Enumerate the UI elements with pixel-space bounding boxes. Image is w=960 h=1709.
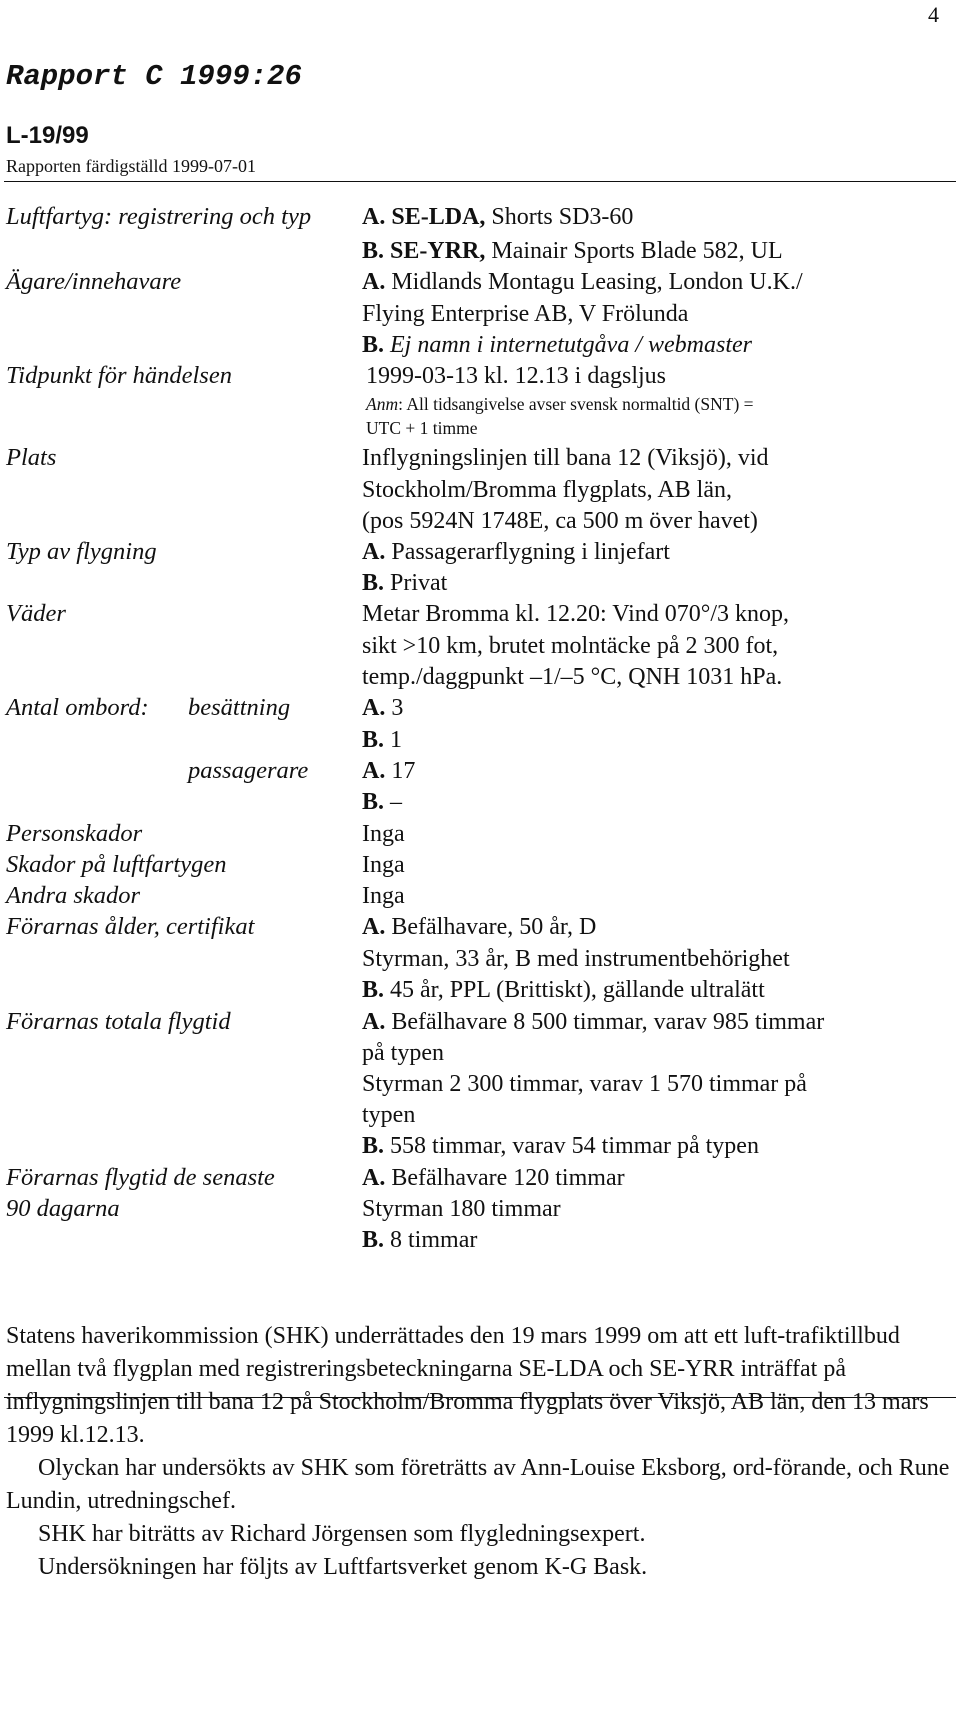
recent-time-a: A. Befälhavare 120 timmar xyxy=(362,1165,625,1191)
total-time-b: B. 558 timmar, varav 54 timmar på typen xyxy=(362,1133,759,1159)
crew-a: A. 3 xyxy=(362,695,404,721)
pilot-age-label: Förarnas ålder, certifikat xyxy=(6,913,255,940)
owner-label: Ägare/innehavare xyxy=(6,268,182,295)
weather-label: Väder xyxy=(6,600,66,627)
total-time-label: Förarnas totala flygtid xyxy=(6,1008,231,1035)
report-completed-date: Rapporten färdigställd 1999-07-01 xyxy=(6,156,256,176)
pilot-age-line2: Styrman, 33 år, B med instrumentbehörighet xyxy=(362,946,790,972)
header-divider xyxy=(4,181,956,182)
crew-b: B. 1 xyxy=(362,727,403,753)
on-board-label: Antal ombord: xyxy=(6,694,149,721)
body-paragraph-expert: SHK har biträtts av Richard Jörgensen som flygledningsexpert. xyxy=(38,1521,646,1547)
injuries-label: Personskador xyxy=(6,820,143,847)
recent-time-label-line2: 90 dagarna xyxy=(6,1195,120,1222)
time-value: 1999-03-13 kl. 12.13 i dagsljus xyxy=(366,363,666,389)
place-line2: Stockholm/Bromma flygplats, AB län, xyxy=(362,477,732,503)
aircraft-damage-value: Inga xyxy=(362,852,405,878)
aircraft-b: B. SE-YRR, Mainair Sports Blade 582, UL xyxy=(362,238,783,264)
report-title: Rapport C 1999:26 xyxy=(6,60,302,93)
pilot-age-a: A. Befälhavare, 50 år, D xyxy=(362,914,597,940)
place-line3: (pos 5924N 1748E, ca 500 m över havet) xyxy=(362,508,758,534)
total-time-a: A. Befälhavare 8 500 timmar, varav 985 timmar xyxy=(362,1009,825,1035)
time-label: Tidpunkt för händelsen xyxy=(6,362,232,389)
other-damage-value: Inga xyxy=(362,883,405,909)
total-time-a-line2: på typen xyxy=(362,1040,444,1066)
place-label: Plats xyxy=(6,444,57,471)
total-time-line3: Styrman 2 300 timmar, varav 1 570 timmar på xyxy=(362,1071,807,1097)
aircraft-a: A. SE-LDA, Shorts SD3-60 xyxy=(362,204,634,230)
aircraft-damage-label: Skador på luftfartygen xyxy=(6,851,227,878)
owner-b: B. Ej namn i internetutgåva / webmaster xyxy=(362,332,752,358)
other-damage-label: Andra skador xyxy=(6,882,141,909)
time-note: Anm: All tidsangivelse avser svensk normaltid (SNT) = xyxy=(366,394,754,414)
passengers-a: A. 17 xyxy=(362,758,416,784)
body-paragraph-notification: Statens haverikommission (SHK) underrättades den 19 mars 1999 om att ett luft-trafiktillbud mellan två flygplan med registreringsbeteckningarna SE-LDA och SE-YRR inträffat på inflygningslinjen till bana 12 på Stockholm/Bromma flygplats över Viksjö, AB län, den 13 mars 1999 kl.12.13. xyxy=(6,1323,929,1448)
recent-time-label: Förarnas flygtid de senaste xyxy=(6,1164,275,1191)
passengers-b: B. – xyxy=(362,789,403,815)
crew-label: besättning xyxy=(188,694,291,721)
injuries-value: Inga xyxy=(362,821,405,847)
aircraft-label: Luftfartyg: registrering och typ xyxy=(6,203,312,230)
recent-time-line2: Styrman 180 timmar xyxy=(362,1196,561,1222)
weather-line1: Metar Bromma kl. 12.20: Vind 070°/3 knop, xyxy=(362,601,790,627)
flight-type-a: A. Passagerarflygning i linjefart xyxy=(362,539,670,565)
weather-line3: temp./daggpunkt –1/–5 °C, QNH 1031 hPa. xyxy=(362,664,783,690)
weather-line2: sikt >10 km, brutet molntäcke på 2 300 fot, xyxy=(362,633,779,659)
body-paragraph-observer: Undersökningen har följts av Luftfartsverket genom K-G Bask. xyxy=(38,1554,648,1580)
place-line1: Inflygningslinjen till bana 12 (Viksjö), vid xyxy=(362,445,769,471)
flight-type-b: B. Privat xyxy=(362,570,448,596)
report-id: L-19/99 xyxy=(6,122,89,149)
recent-time-b: B. 8 timmar xyxy=(362,1227,478,1253)
total-time-line4: typen xyxy=(362,1102,416,1128)
flight-type-label: Typ av flygning xyxy=(6,538,157,565)
time-note-line2: UTC + 1 timme xyxy=(366,418,478,438)
owner-a: A. Midlands Montagu Leasing, London U.K./ xyxy=(362,269,803,295)
passengers-label: passagerare xyxy=(188,757,309,784)
body-paragraph-investigators: Olyckan har undersökts av SHK som företrätts av Ann-Louise Eksborg, ord-förande, och Rune Lundin, utredningschef. xyxy=(6,1455,950,1514)
owner-a-line2: Flying Enterprise AB, V Frölunda xyxy=(362,301,689,327)
body-text xyxy=(6,1320,956,1584)
page-number: 4 xyxy=(928,2,939,27)
pilot-age-b: B. 45 år, PPL (Brittiskt), gällande ultralätt xyxy=(362,977,765,1003)
